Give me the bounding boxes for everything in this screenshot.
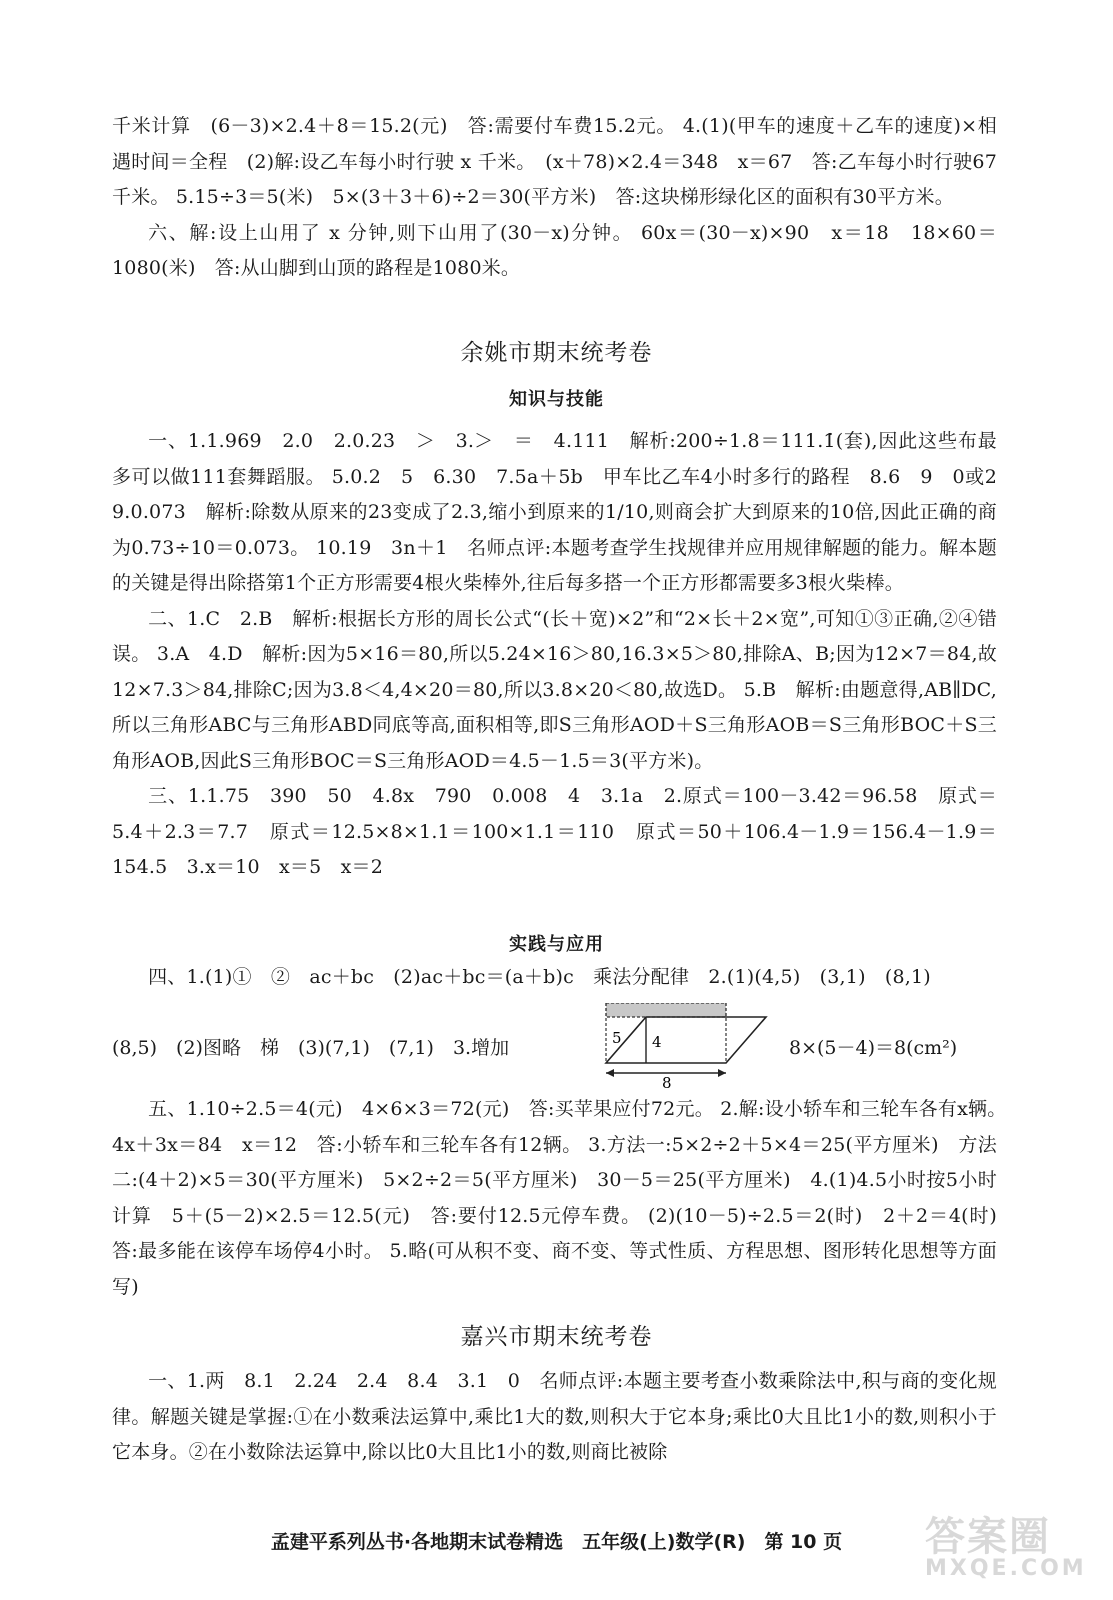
parallelogram-figure xyxy=(586,1003,786,1089)
page-footer: 孟建平系列丛书·各地期末试卷精选 五年级(上)数学(R) 第 10 页 xyxy=(270,1531,843,1553)
answer-paragraph: 三、1.1.75 390 50 4.8x 790 0.008 4 3.1a 2.原式＝100－3.42＝96.58 原式＝5.4＋2.3＝7.7 原式＝12.5×8×1.1＝100×1.1＝110 原式＝50＋106.4－1.9＝156.4－1.9＝154.5 3.x＝10 x＝5 x＝2 xyxy=(112,785,997,878)
answer-paragraph: 六、解:设上山用了 x 分钟,则下山用了(30－x)分钟。 60x＝(30－x)×90 x＝18 18×60＝1080(米) 答:从山脚到山顶的路程是1080米。 xyxy=(112,221,997,279)
answer-paragraph: 一、1.两 8.1 2.24 2.4 8.4 3.1 0 名师点评:本题主要考查小数乘除法中,积与商的变化规律。解题关键是掌握:①在小数乘法运算中,乘比1大的数,则积大于它本身;乘比0大且比1小的数,则积小于它本身。②在小数除法运算中,除以比0大且比1小的数,则商比被除 xyxy=(112,1370,997,1463)
watermark-url: MXQE.COM xyxy=(925,1556,1087,1581)
shaded-strip xyxy=(606,1003,726,1017)
parallelogram-shape xyxy=(606,1017,766,1063)
watermark-logo xyxy=(925,1505,1105,1595)
answer-paragraph: 五、1.10÷2.5＝4(元) 4×6×3＝72(元) 答:买苹果应付72元。 2.解:设小轿车和三轮车各有x辆。 4x＋3x＝84 x＝12 答:小轿车和三轮车各有12辆。 3.方法一:5×2÷2＋5×4＝25(平方厘米) 方法二:(4＋2)×5＝30(平方厘米) 5×2÷2＝5(平方厘米) 30－5＝25(平方厘米) 4.(1)4.5小时按5小时计算 5＋(5－2)×2.5＝12.5(元) 答:要付12.5元停车费。 (2)(10－5)÷2.5＝2(时) 2＋2＝4(时) 答:最多能在该停车场停4小时。 5.略(可从积不变、商不变、等式性质、方程思想、图形转化思想等方面写) xyxy=(112,1098,1017,1298)
yuyao-part-4-line1 xyxy=(112,960,997,996)
answer-line: (8,5) (2)图略 梯 (3)(7,1) (7,1) 3.增加 xyxy=(112,1037,510,1059)
figure-row xyxy=(112,1003,997,1089)
answer-paragraph: 一、1.1.969 2.0 2.0.23̇ ＞ 3.＞ ＝ 4.111 解析:200÷1.8＝111.1̇(套),因此这些布最多可以做111套舞蹈服。 5.0.2 5 6.30 7.5a＋5b 甲车比乙车4小时多行的路程 8.6 9 0或2 9.0.073 解析:除数从原来的23变成了2.3,缩小到原来的1/10,则商会扩大到原来的10倍,因此正确的商为0.73÷10＝0.073。 10.19 3n＋1 名师点评:本题考查学生找规律并应用规律解题的能力。解本题的关键是得出除搭第1个正方形需要4根火柴棒外,往后每多搭一个正方形都需要多3根火柴棒。 xyxy=(112,430,1017,594)
figure-label-4: 4 xyxy=(652,1033,662,1051)
subtitle-practice-application: 实践与应用 xyxy=(509,934,604,955)
watermark-mark: 答案圈 xyxy=(925,1514,1051,1560)
answer-block-continued xyxy=(112,109,997,287)
yuyao-part-1 xyxy=(112,424,1017,886)
subtitle-knowledge-skills: 知识与技能 xyxy=(509,389,604,410)
arrow-left-icon xyxy=(606,1069,614,1077)
figure-label-5: 5 xyxy=(612,1029,622,1047)
arrow-right-icon xyxy=(718,1069,726,1077)
answer-line: 8×(5－4)＝8(cm²) xyxy=(789,1037,958,1059)
section-title-yuyao: 余姚市期末统考卷 xyxy=(460,340,653,366)
figure-label-8: 8 xyxy=(662,1074,672,1089)
section-title-jiaxing: 嘉兴市期末统考卷 xyxy=(460,1324,653,1350)
answer-paragraph: 千米计算 (6－3)×2.4＋8＝15.2(元) 答:需要付车费15.2元。 4.(1)(甲车的速度＋乙车的速度)×相遇时间＝全程 (2)解:设乙车每小时行驶 x 千米。 (x＋78)×2.4＝348 x＝67 答:乙车每小时行驶67千米。 5.15÷3＝5(米) 5×(3＋3＋6)÷2＝30(平方米) 答:这块梯形绿化区的面积有30平方米。 xyxy=(112,115,997,208)
yuyao-part-5 xyxy=(112,1092,1017,1305)
jiaxing-part-1 xyxy=(112,1364,997,1471)
answer-paragraph: 四、1.(1)① ② ac＋bc (2)ac＋bc＝(a＋b)c 乘法分配律 2.(1)(4,5) (3,1) (8,1) xyxy=(148,966,931,988)
answer-paragraph: 二、1.C 2.B 解析:根据长方形的周长公式“(长＋宽)×2”和“2×长＋2×宽”,可知①③正确,②④错误。 3.A 4.D 解析:因为5×16＝80,所以5.24×16＞80,16.3×5＞80,排除A、B;因为12×7＝84,故12×7.3＞84,排除C;因为3.8＜4,4×20＝80,所以3.8×20＜80,故选D。 5.B 解析:由题意得,AB∥DC,所以三角形ABC与三角形ABD同底等高,面积相等,即S三角形AOD＋S三角形AOB＝S三角形BOC＋S三角形AOB,因此S三角形BOC＝S三角形AOD＝4.5－1.5＝3(平方米)。 xyxy=(112,607,997,772)
